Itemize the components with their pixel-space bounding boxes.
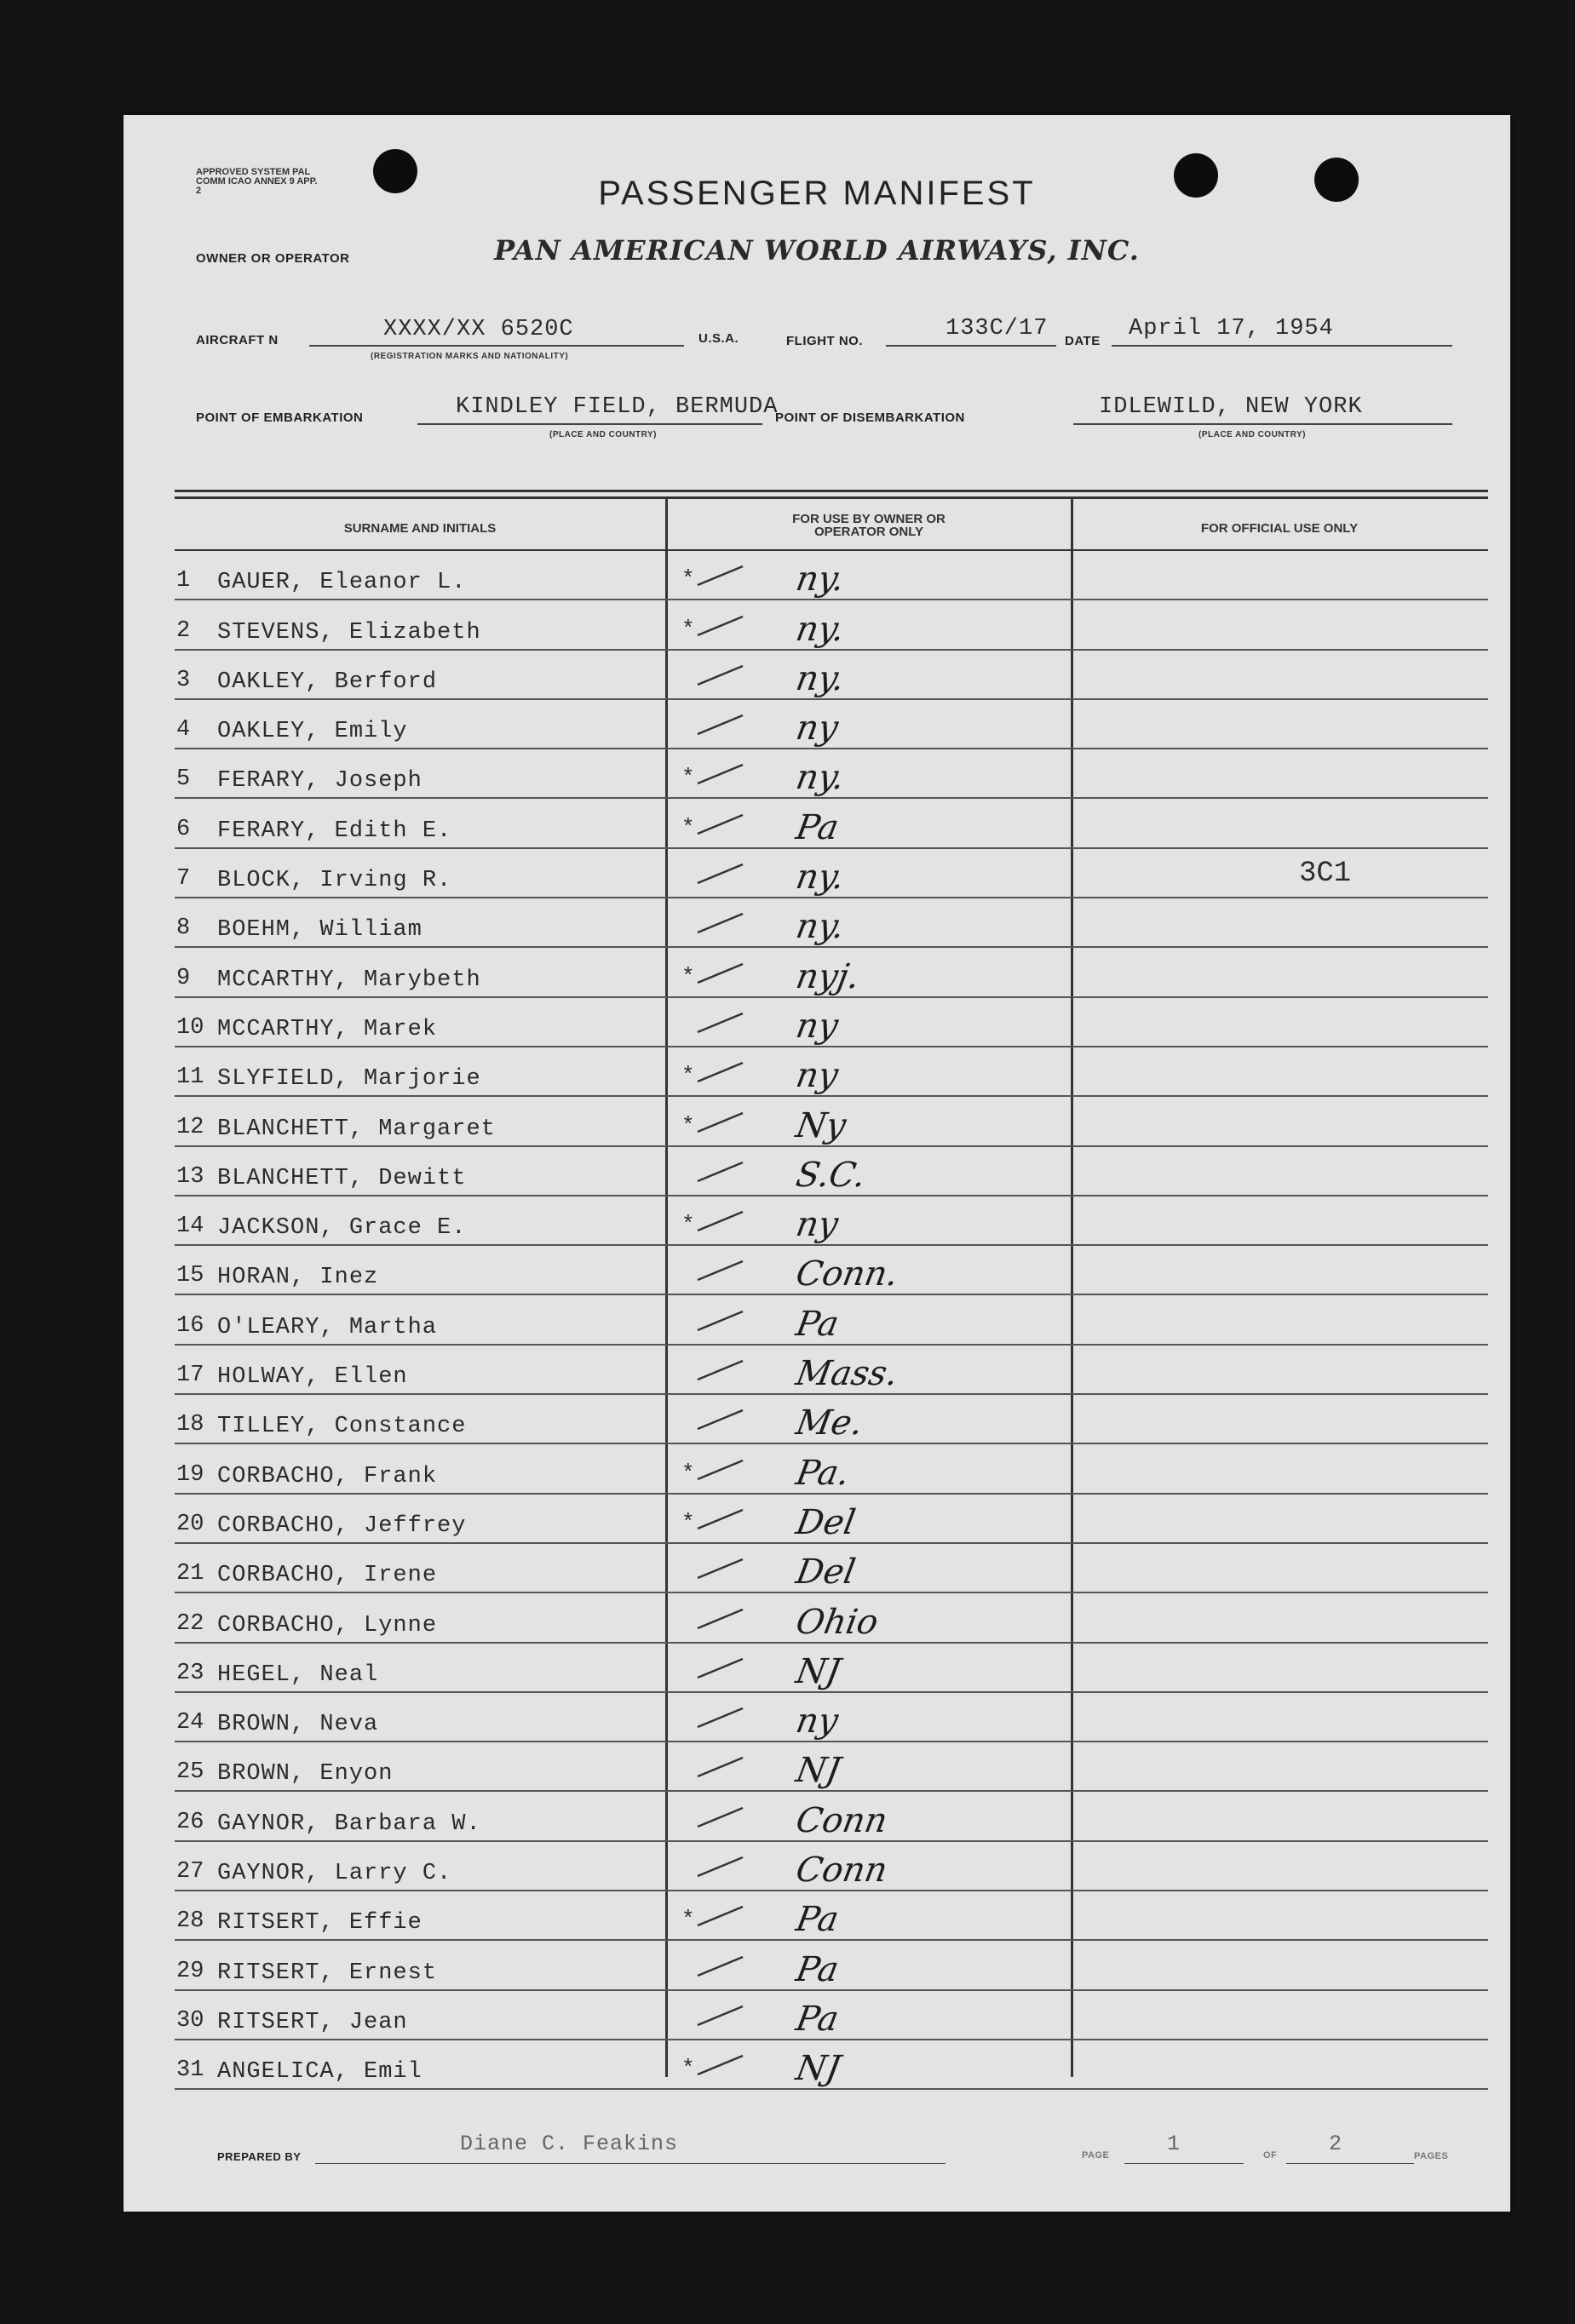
check-mark-icon bbox=[696, 1008, 747, 1034]
check-mark-icon bbox=[696, 1058, 747, 1083]
residence-state: NJ bbox=[792, 2049, 844, 2089]
check-mark-icon bbox=[696, 1108, 747, 1133]
residence-state: ny. bbox=[792, 559, 848, 600]
asterisk-mark: * bbox=[681, 2056, 695, 2082]
row-number: 13 bbox=[176, 1163, 204, 1190]
row-number: 16 bbox=[176, 1312, 204, 1339]
residence-state: NJ bbox=[792, 1651, 844, 1691]
row-number: 23 bbox=[176, 1660, 204, 1686]
date-value: April 17, 1954 bbox=[1129, 316, 1334, 341]
company-name: PAN AMERICAN WORLD AIRWAYS, INC. bbox=[494, 234, 1140, 267]
residence-state: Conn. bbox=[792, 1254, 901, 1294]
passenger-row bbox=[175, 1097, 1488, 1146]
flight-value: 133C/17 bbox=[946, 316, 1049, 341]
row-number: 26 bbox=[176, 1809, 204, 1835]
passenger-row bbox=[175, 1147, 1488, 1196]
check-mark-icon bbox=[696, 1405, 747, 1431]
asterisk-mark: * bbox=[681, 1212, 695, 1238]
row-number: 5 bbox=[176, 766, 191, 793]
check-mark-icon bbox=[696, 2051, 747, 2076]
passenger-row bbox=[175, 1296, 1488, 1346]
passenger-name: GAYNOR, Larry C. bbox=[217, 1861, 452, 1887]
row-number: 15 bbox=[176, 1263, 204, 1289]
aircraft-value: XXXX/XX 6520C bbox=[383, 317, 574, 342]
disembarkation-caption: (PLACE AND COUNTRY) bbox=[1198, 430, 1306, 439]
asterisk-mark: * bbox=[681, 1063, 695, 1089]
flight-label: FLIGHT NO. bbox=[786, 334, 863, 348]
passenger-name: BLANCHETT, Margaret bbox=[217, 1116, 496, 1142]
column-header-surname: SURNAME AND INITIALS bbox=[343, 521, 497, 536]
passenger-row bbox=[175, 1047, 1488, 1097]
row-number: 30 bbox=[176, 2007, 204, 2034]
residence-state: ny. bbox=[792, 658, 848, 698]
check-mark-icon bbox=[696, 1803, 747, 1828]
of-underline bbox=[1286, 2163, 1414, 2164]
date-underline bbox=[1112, 345, 1452, 347]
passenger-row bbox=[175, 800, 1488, 849]
prepared-by-label: PREPARED BY bbox=[217, 2150, 302, 2163]
row-rule bbox=[175, 2088, 1488, 2090]
disembarkation-value: IDLEWILD, NEW YORK bbox=[1099, 394, 1363, 420]
passenger-name: CORBACHO, Irene bbox=[217, 1563, 438, 1589]
prepared-underline bbox=[315, 2163, 946, 2164]
passenger-row bbox=[175, 700, 1488, 749]
check-mark-icon bbox=[696, 1654, 747, 1679]
passenger-row bbox=[175, 1891, 1488, 1941]
row-number: 6 bbox=[176, 816, 191, 842]
residence-state: Pa bbox=[792, 807, 842, 847]
flight-underline bbox=[886, 345, 1056, 347]
passenger-name: GAYNOR, Barbara W. bbox=[217, 1810, 481, 1837]
check-mark-icon bbox=[696, 1753, 747, 1778]
owner-label: OWNER OR OPERATOR bbox=[196, 251, 350, 266]
row-number: 12 bbox=[176, 1114, 204, 1140]
manifest-sheet bbox=[124, 115, 1510, 2212]
row-number: 9 bbox=[176, 965, 191, 991]
passenger-name: OAKLEY, Berford bbox=[217, 669, 438, 695]
residence-state: NJ bbox=[792, 1751, 844, 1791]
passenger-name: JACKSON, Grace E. bbox=[217, 1215, 467, 1242]
embarkation-underline bbox=[417, 423, 762, 425]
passenger-row bbox=[175, 2040, 1488, 2090]
asterisk-mark: * bbox=[681, 765, 695, 791]
passenger-name: HOLWAY, Ellen bbox=[217, 1364, 408, 1391]
passenger-row bbox=[175, 1644, 1488, 1693]
check-mark-icon bbox=[696, 1256, 747, 1282]
check-mark-icon bbox=[696, 760, 747, 785]
residence-state: Pa bbox=[792, 1949, 842, 1989]
passenger-row bbox=[175, 1444, 1488, 1494]
check-mark-icon bbox=[696, 810, 747, 835]
check-mark-icon bbox=[696, 661, 747, 686]
of-label: OF bbox=[1263, 2150, 1278, 2160]
passenger-name: BROWN, Neva bbox=[217, 1712, 379, 1738]
passenger-row bbox=[175, 1842, 1488, 1891]
residence-state: ny bbox=[792, 1701, 842, 1742]
page-underline bbox=[1124, 2163, 1244, 2164]
row-number: 22 bbox=[176, 1610, 204, 1637]
row-number: 11 bbox=[176, 1064, 204, 1091]
passenger-name: BOEHM, William bbox=[217, 917, 422, 944]
residence-state: Conn bbox=[792, 1800, 891, 1840]
row-number: 31 bbox=[176, 2057, 204, 2084]
residence-state: Me. bbox=[792, 1403, 866, 1443]
passenger-name: MCCARTHY, Marek bbox=[217, 1016, 438, 1042]
column-header-official-use: FOR OFFICIAL USE ONLY bbox=[1200, 521, 1359, 536]
residence-state: ny. bbox=[792, 858, 848, 898]
residence-state: S.C. bbox=[792, 1155, 869, 1195]
passenger-row bbox=[175, 1196, 1488, 1246]
residence-state: ny. bbox=[792, 758, 848, 798]
row-number: 21 bbox=[176, 1561, 204, 1587]
usa-label: U.S.A. bbox=[698, 331, 739, 346]
check-mark-icon bbox=[696, 1554, 747, 1580]
check-mark-icon bbox=[696, 1356, 747, 1381]
row-number: 14 bbox=[176, 1214, 204, 1240]
approval-stamp: APPROVED SYSTEM PAL COMM ICAO ANNEX 9 APP. 2 bbox=[196, 167, 318, 196]
residence-state: Pa bbox=[792, 1900, 842, 1940]
residence-state: Pa. bbox=[792, 1453, 853, 1493]
asterisk-mark: * bbox=[681, 814, 695, 841]
table-top-rule bbox=[175, 496, 1488, 499]
passenger-name: RITSERT, Jean bbox=[217, 2009, 408, 2035]
passenger-row bbox=[175, 1544, 1488, 1593]
passenger-name: FERARY, Edith E. bbox=[217, 818, 452, 844]
check-mark-icon bbox=[696, 1157, 747, 1183]
passenger-name: BROWN, Enyon bbox=[217, 1761, 394, 1787]
official-note: 3C1 bbox=[1299, 858, 1352, 891]
residence-state: Ny bbox=[792, 1105, 849, 1145]
passenger-row bbox=[175, 1395, 1488, 1444]
embarkation-label: POINT OF EMBARKATION bbox=[196, 410, 364, 425]
passenger-row bbox=[175, 998, 1488, 1047]
check-mark-icon bbox=[696, 909, 747, 934]
check-mark-icon bbox=[696, 1505, 747, 1530]
page-title: PASSENGER MANIFEST bbox=[598, 175, 1036, 212]
asterisk-mark: * bbox=[681, 1460, 695, 1486]
residence-state: Pa bbox=[792, 1304, 842, 1344]
check-mark-icon bbox=[696, 611, 747, 637]
disembarkation-label: POINT OF DISEMBARKATION bbox=[775, 410, 965, 425]
registration-caption: (REGISTRATION MARKS AND NATIONALITY) bbox=[371, 352, 569, 361]
embarkation-value: KINDLEY FIELD, BERMUDA bbox=[456, 394, 779, 420]
passenger-row bbox=[175, 551, 1488, 600]
residence-state: Del bbox=[792, 1502, 859, 1542]
residence-state: ny. bbox=[792, 609, 848, 649]
check-mark-icon bbox=[696, 561, 747, 587]
row-number: 25 bbox=[176, 1759, 204, 1786]
check-mark-icon bbox=[696, 1852, 747, 1878]
residence-state: Conn bbox=[792, 1851, 891, 1891]
passenger-name: BLANCHETT, Dewitt bbox=[217, 1165, 467, 1191]
passenger-name: OAKLEY, Emily bbox=[217, 719, 408, 745]
passenger-row bbox=[175, 1793, 1488, 1842]
check-mark-icon bbox=[696, 1952, 747, 1977]
passenger-name: O'LEARY, Martha bbox=[217, 1314, 438, 1340]
passenger-row bbox=[175, 749, 1488, 799]
check-mark-icon bbox=[696, 1703, 747, 1729]
residence-state: Pa bbox=[792, 1999, 842, 2039]
passenger-row bbox=[175, 898, 1488, 948]
passenger-row bbox=[175, 651, 1488, 700]
row-number: 20 bbox=[176, 1511, 204, 1537]
residence-state: ny bbox=[792, 1205, 842, 1245]
page-label: PAGE bbox=[1082, 2150, 1110, 2160]
check-mark-icon bbox=[696, 1604, 747, 1630]
passenger-name: CORBACHO, Lynne bbox=[217, 1612, 438, 1638]
passenger-row bbox=[175, 948, 1488, 997]
check-mark-icon bbox=[696, 1306, 747, 1332]
check-mark-icon bbox=[696, 1207, 747, 1232]
check-mark-icon bbox=[696, 1902, 747, 1927]
residence-state: ny bbox=[792, 1006, 842, 1046]
row-number: 1 bbox=[176, 568, 191, 594]
row-number: 24 bbox=[176, 1710, 204, 1736]
residence-state: Ohio bbox=[792, 1602, 882, 1642]
total-pages: 2 bbox=[1329, 2132, 1343, 2156]
row-number: 2 bbox=[176, 617, 191, 644]
passenger-row bbox=[175, 600, 1488, 650]
passenger-name: TILLEY, Constance bbox=[217, 1414, 467, 1440]
asterisk-mark: * bbox=[681, 1509, 695, 1535]
passenger-row bbox=[175, 1941, 1488, 1990]
asterisk-mark: * bbox=[681, 1907, 695, 1933]
disembarkation-underline bbox=[1073, 423, 1452, 425]
check-mark-icon bbox=[696, 859, 747, 885]
column-header-owner-use: FOR USE BY OWNER OR OPERATOR ONLY bbox=[792, 512, 946, 539]
passenger-row bbox=[175, 1495, 1488, 1544]
table-top-rule bbox=[175, 490, 1488, 492]
row-number: 4 bbox=[176, 717, 191, 743]
asterisk-mark: * bbox=[681, 566, 695, 593]
passenger-name: SLYFIELD, Marjorie bbox=[217, 1066, 481, 1093]
row-number: 8 bbox=[176, 915, 191, 942]
passenger-row bbox=[175, 849, 1488, 898]
passenger-name: ANGELICA, Emil bbox=[217, 2059, 422, 2086]
asterisk-mark: * bbox=[681, 963, 695, 990]
check-mark-icon bbox=[696, 959, 747, 984]
check-mark-icon bbox=[696, 1455, 747, 1481]
passenger-row bbox=[175, 1346, 1488, 1395]
passenger-name: HEGEL, Neal bbox=[217, 1661, 379, 1688]
passenger-row bbox=[175, 1246, 1488, 1295]
residence-state: Mass. bbox=[792, 1354, 901, 1394]
passenger-row bbox=[175, 1693, 1488, 1742]
passenger-name: RITSERT, Effie bbox=[217, 1910, 422, 1937]
check-mark-icon bbox=[696, 2001, 747, 2027]
row-number: 29 bbox=[176, 1958, 204, 1984]
check-mark-icon bbox=[696, 710, 747, 736]
date-label: DATE bbox=[1065, 334, 1101, 348]
residence-state: ny bbox=[792, 709, 842, 749]
passenger-name: BLOCK, Irving R. bbox=[217, 868, 452, 894]
row-number: 17 bbox=[176, 1363, 204, 1389]
passenger-name: HORAN, Inez bbox=[217, 1265, 379, 1291]
row-number: 19 bbox=[176, 1461, 204, 1488]
row-number: 10 bbox=[176, 1014, 204, 1041]
row-number: 28 bbox=[176, 1908, 204, 1935]
passenger-row bbox=[175, 1593, 1488, 1643]
row-number: 27 bbox=[176, 1859, 204, 1885]
residence-state: ny. bbox=[792, 907, 848, 947]
aircraft-label: AIRCRAFT N bbox=[196, 333, 279, 347]
page-number: 1 bbox=[1167, 2132, 1181, 2156]
pages-label: PAGES bbox=[1414, 2151, 1449, 2161]
passenger-name: CORBACHO, Frank bbox=[217, 1463, 438, 1489]
asterisk-mark: * bbox=[681, 616, 695, 642]
row-number: 3 bbox=[176, 667, 191, 693]
passenger-name: CORBACHO, Jeffrey bbox=[217, 1512, 467, 1539]
aircraft-underline bbox=[309, 345, 684, 347]
passenger-name: MCCARTHY, Marybeth bbox=[217, 967, 481, 993]
row-number: 18 bbox=[176, 1412, 204, 1438]
passenger-name: FERARY, Joseph bbox=[217, 768, 422, 795]
residence-state: ny bbox=[792, 1056, 842, 1096]
passenger-name: GAUER, Eleanor L. bbox=[217, 570, 467, 596]
row-number: 7 bbox=[176, 866, 191, 892]
asterisk-mark: * bbox=[681, 1112, 695, 1139]
passenger-name: RITSERT, Ernest bbox=[217, 1960, 438, 1986]
residence-state: Del bbox=[792, 1552, 859, 1592]
passenger-row bbox=[175, 1742, 1488, 1792]
passenger-row bbox=[175, 1991, 1488, 2040]
prepared-by-value: Diane C. Feakins bbox=[460, 2132, 679, 2156]
embarkation-caption: (PLACE AND COUNTRY) bbox=[549, 430, 657, 439]
passenger-name: STEVENS, Elizabeth bbox=[217, 619, 481, 646]
residence-state: nyj. bbox=[792, 956, 863, 996]
